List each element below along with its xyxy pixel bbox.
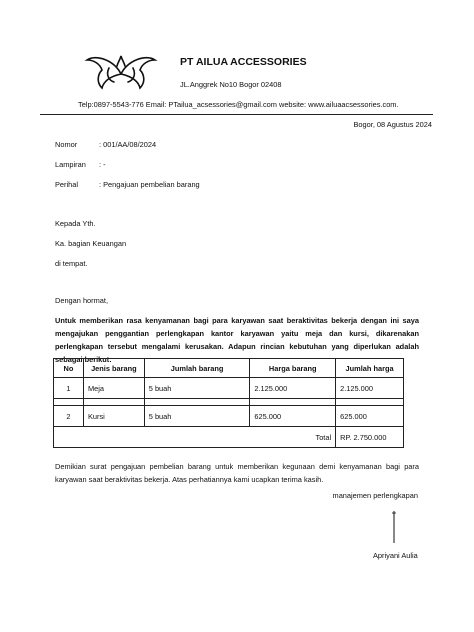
cell-no: 2 xyxy=(54,406,84,427)
meta-label-nomor: Nomor xyxy=(55,140,78,149)
recipient-line-1: Kepada Yth. xyxy=(55,219,96,228)
cell-harga: 2.125.000 xyxy=(250,378,336,399)
meta-value-nomor: : 001/AA/08/2024 xyxy=(99,140,157,149)
cell-harga: 625.000 xyxy=(250,406,336,427)
cell-total: 625.000 xyxy=(336,406,404,427)
items-table xyxy=(53,358,404,448)
letter-date: Bogor, 08 Agustus 2024 xyxy=(353,120,432,129)
company-name: PT AILUA ACCESSORIES xyxy=(180,56,307,68)
cell-jumlah: 5 buah xyxy=(144,378,250,399)
table-header-jumlah: Jumlah barang xyxy=(144,359,250,378)
signature-mark-icon xyxy=(391,509,397,545)
recipient-line-3: di tempat. xyxy=(55,259,88,268)
greeting: Dengan hormat, xyxy=(55,296,108,305)
table-row xyxy=(54,406,404,427)
table-total-row xyxy=(54,427,404,448)
meta-label-perihal: Perihal xyxy=(55,180,79,189)
table-header-harga: Harga barang xyxy=(250,359,336,378)
table-header-no: No xyxy=(54,359,84,378)
table-row xyxy=(54,378,404,399)
cell-jenis: Kursi xyxy=(83,406,144,427)
total-label: Total xyxy=(54,427,336,448)
company-contact: Telp:0897-5543-776 Email: PTailua_acsessories@gmail.com website: www.ailuaacsessories.com. xyxy=(78,100,399,109)
body-paragraph: Untuk memberikan rasa kenyamanan bagi para karyawan saat beraktivitas bekerja dengan ini saya mengajukan penggantian perlengkapan kantor karyawan yaitu meja dan kursi, dikarenakan perlengkapan tersebut mengalami kerusakan. Adapun rincian kebutuhan yang diperlukan adalah sebagai berikut: xyxy=(55,316,419,364)
cell-total: 2.125.000 xyxy=(336,378,404,399)
letterhead-divider xyxy=(40,114,433,115)
total-value: RP. 2.750.000 xyxy=(336,427,404,448)
table-header-row xyxy=(54,359,404,378)
meta-value-perihal: : Pengajuan pembelian barang xyxy=(99,180,200,189)
meta-value-lampiran: : - xyxy=(99,160,106,169)
signature-title: manajemen perlengkapan xyxy=(332,491,418,500)
table-header-total: Jumlah harga xyxy=(336,359,404,378)
cell-jenis: Meja xyxy=(83,378,144,399)
table-spacer-row xyxy=(54,399,404,406)
cell-jumlah: 5 buah xyxy=(144,406,250,427)
butterfly-logo-icon xyxy=(84,52,158,94)
company-address: JL.Anggrek No10 Bogor 02408 xyxy=(180,80,282,89)
cell-no: 1 xyxy=(54,378,84,399)
recipient-line-2: Ka. bagian Keuangan xyxy=(55,239,127,248)
closing-paragraph: Demikian surat pengajuan pembelian barang untuk memberikan kegunaan demi kenyamanan bagi para karyawan saat beraktivitas bekerja. Atas perhatiannya kami ucapkan terima kasih. xyxy=(55,462,419,484)
table-header-jenis: Jenis barang xyxy=(83,359,144,378)
signature-name: Apriyani Aulia xyxy=(373,551,418,560)
meta-label-lampiran: Lampiran xyxy=(55,160,86,169)
